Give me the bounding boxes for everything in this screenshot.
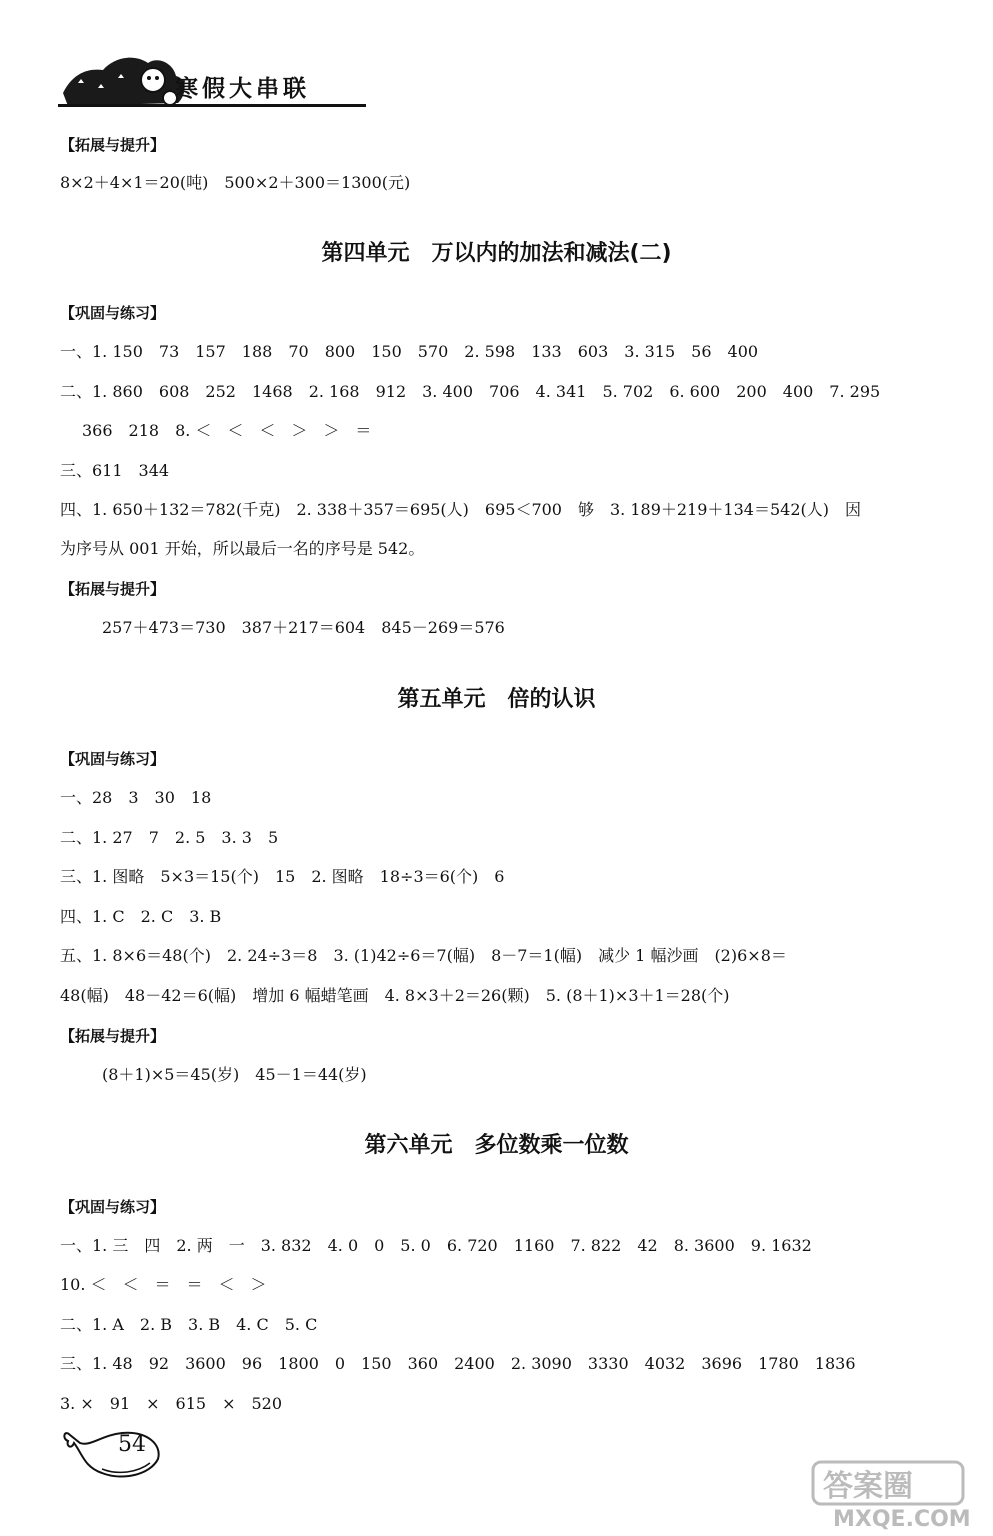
section-label: 【巩固与练习】 (60, 304, 166, 322)
text-line: 二、1. 27 7 2. 5 3. 3 5 (60, 828, 279, 847)
unit-heading: 第四单元 万以内的加法和减法(二) (321, 241, 672, 266)
text-line: 一、1. 150 73 157 188 70 800 150 570 2. 598 133 603 3. 315 56 400 (60, 342, 759, 361)
section-label: 【巩固与练习】 (60, 1198, 166, 1216)
text-line: 为序号从 001 开始，所以最后一名的序号是 542。 (60, 539, 425, 558)
text-line: 五、1. 8×6＝48(个) 2. 24÷3＝8 3. (1)42÷6＝7(幅) 8－7＝1(幅) 减少 1 幅沙画 (2)6×8＝ (60, 946, 787, 965)
text-line: 10. ＜ ＜ ＝ ＝ ＜ ＞ (60, 1275, 267, 1294)
text-line: 三、1. 48 92 3600 96 1800 0 150 360 2400 2. 3090 3330 4032 3696 1780 1836 (60, 1354, 856, 1373)
text-line: 一、28 3 30 18 (60, 788, 212, 807)
text-line: 四、1. 650＋132＝782(千克) 2. 338＋357＝695(人) 695＜700 够 3. 189＋219＋134＝542(人) 因 (60, 500, 861, 519)
header-rule (58, 104, 366, 107)
header-title: 寒假大串联 (175, 75, 310, 102)
text-line: 48(幅) 48－42＝6(幅) 增加 6 幅蜡笔画 4. 8×3＋2＝26(颗) 5. (8＋1)×3＋1＝28(个) (60, 986, 730, 1005)
unit-heading: 第五单元 倍的认识 (397, 687, 596, 712)
svg-text:MXQE.COM: MXQE.COM (833, 1507, 971, 1530)
text-line: 四、1. C 2. C 3. B (60, 907, 222, 926)
text-line: 三、1. 图略 5×3＝15(个) 15 2. 图略 18÷3＝6(个) 6 (60, 867, 505, 886)
text-line: 366 218 8. ＜ ＜ ＜ ＞ ＞ ＝ (82, 421, 372, 440)
page-number: 54 (118, 1432, 146, 1457)
unit-heading: 第六单元 多位数乘一位数 (364, 1133, 629, 1158)
section-label: 【拓展与提升】 (60, 136, 166, 154)
watermark-logo (803, 1460, 973, 1530)
text-line: 三、611 344 (60, 461, 170, 480)
text-line: 257＋473＝730 387＋217＝604 845－269＝576 (102, 618, 505, 637)
svg-text:答案圈: 答案圈 (823, 1469, 913, 1504)
section-label: 【拓展与提升】 (60, 580, 166, 598)
text-line: 3. × 91 × 615 × 520 (60, 1394, 283, 1413)
text-line: 二、1. 860 608 252 1468 2. 168 912 3. 400 706 4. 341 5. 702 6. 600 200 400 7. 295 (60, 382, 881, 401)
whale-icon (62, 1425, 162, 1485)
text-line: 二、1. A 2. B 3. B 4. C 5. C (60, 1315, 318, 1334)
section-label: 【巩固与练习】 (60, 750, 166, 768)
text-line: (8＋1)×5＝45(岁) 45－1＝44(岁) (102, 1065, 367, 1084)
text-line: 一、1. 三 四 2. 两 一 3. 832 4. 0 0 5. 0 6. 720 1160 7. 822 42 8. 3600 9. 1632 (60, 1236, 812, 1255)
text-line: 8×2＋4×1＝20(吨) 500×2＋300＝1300(元) (60, 173, 411, 192)
section-label: 【拓展与提升】 (60, 1027, 166, 1045)
